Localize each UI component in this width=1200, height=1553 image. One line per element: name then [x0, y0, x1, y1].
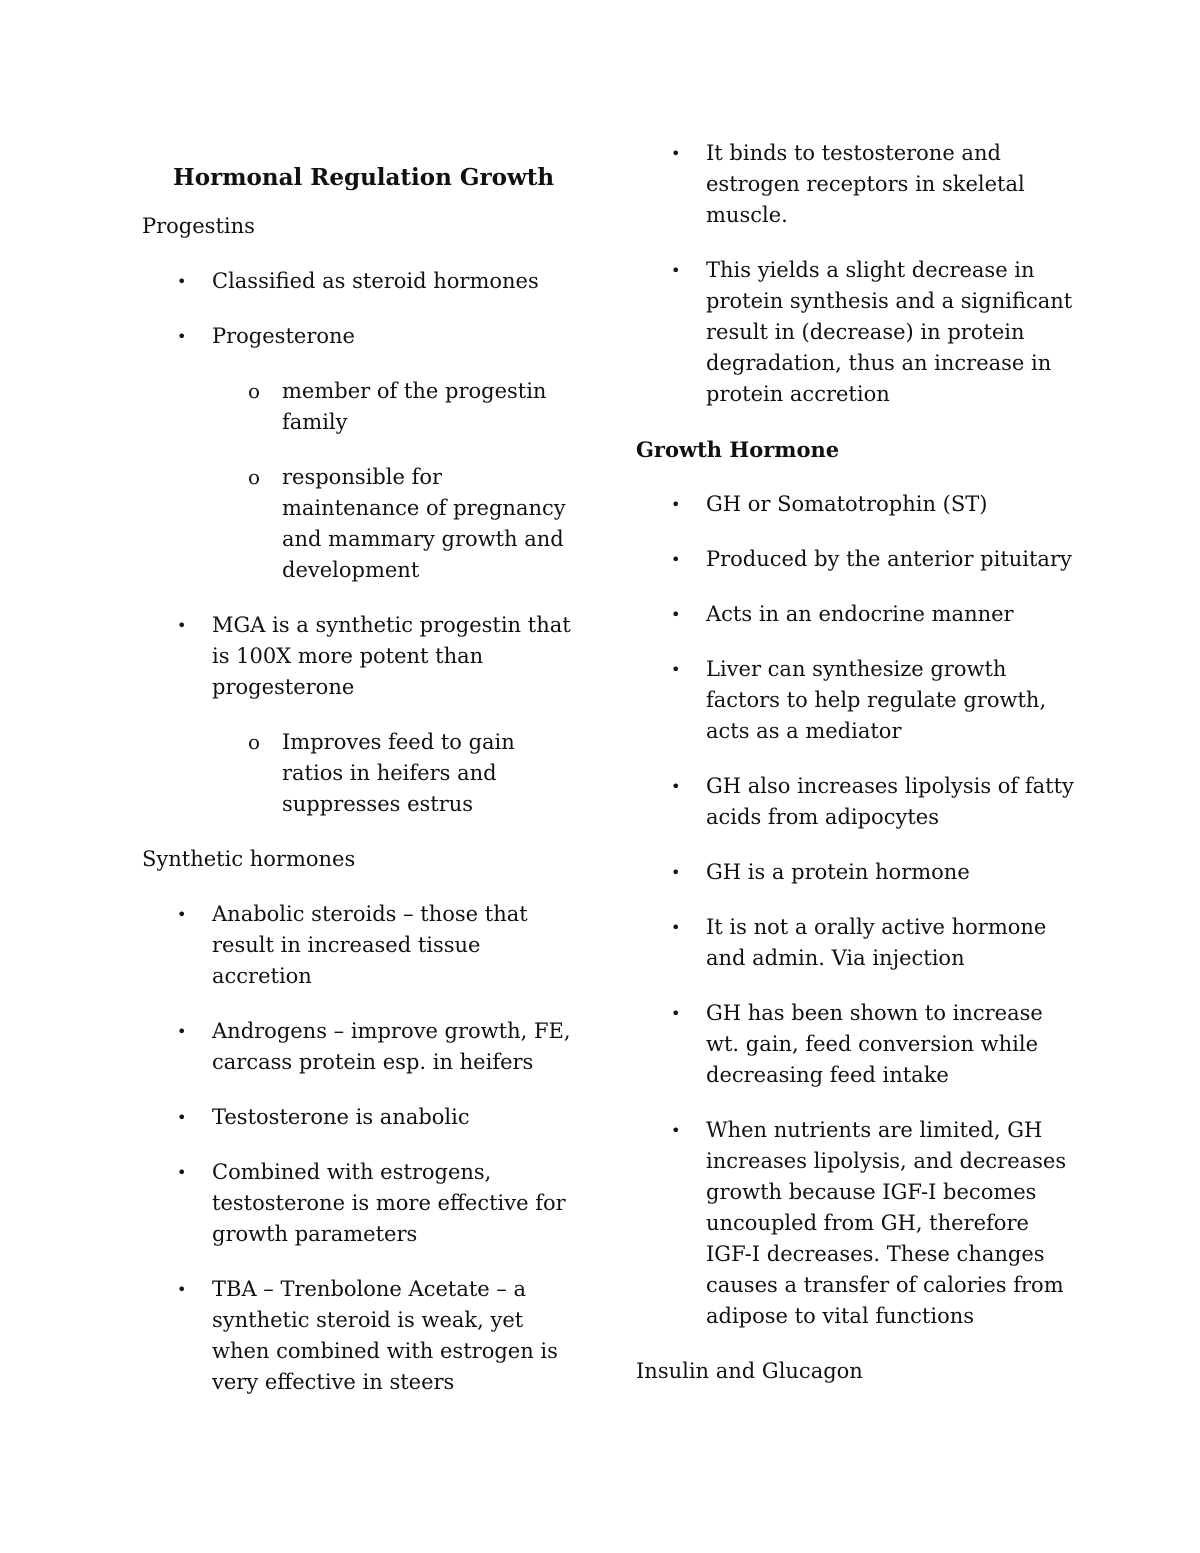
- bullet-icon: •: [177, 272, 187, 291]
- sub-list-item: [212, 376, 582, 438]
- progestins-list: [142, 266, 582, 820]
- list-item-text: GH has been shown to increase wt. gain, feed conversion while decreasing feed intake: [706, 1001, 1043, 1087]
- list-item: [142, 899, 582, 992]
- circle-bullet-icon: o: [248, 465, 261, 489]
- section-heading-synthetic-hormones: Synthetic hormones: [142, 847, 356, 871]
- list-item-text: GH also increases lipolysis of fatty acids from adipocytes: [706, 774, 1074, 829]
- list-item: [142, 321, 582, 586]
- bullet-icon: •: [671, 1004, 681, 1023]
- list-item: [636, 654, 1076, 747]
- list-item-text: MGA is a synthetic progestin that is 100X more potent than progesterone: [212, 613, 571, 699]
- list-item: [636, 138, 1076, 231]
- list-item: [636, 771, 1076, 833]
- list-item: [142, 1016, 582, 1078]
- progesterone-sublist: [212, 376, 582, 586]
- list-item-text: GH or Somatotrophin (ST): [706, 492, 988, 516]
- list-item-text: Progesterone: [212, 324, 355, 348]
- bullet-icon: •: [177, 1108, 187, 1127]
- sub-list-item: [212, 462, 582, 586]
- list-item-text: Classified as steroid hormones: [212, 269, 539, 293]
- list-item: [142, 1157, 582, 1250]
- list-item-text: Androgens – improve growth, FE, carcass protein esp. in heifers: [212, 1019, 571, 1074]
- list-item: [142, 1102, 582, 1133]
- bullet-icon: •: [671, 605, 681, 624]
- bullet-icon: •: [177, 616, 187, 635]
- bullet-icon: •: [177, 1163, 187, 1182]
- list-item-text: Acts in an endocrine manner: [706, 602, 1014, 626]
- sub-list-item: [212, 727, 582, 820]
- list-item: [636, 1115, 1076, 1332]
- list-item-text: Produced by the anterior pituitary: [706, 547, 1072, 571]
- list-item-text: TBA – Trenbolone Acetate – a synthetic steroid is weak, yet when combined with estrogen is very effective in steers: [212, 1277, 558, 1394]
- list-item: [636, 912, 1076, 974]
- list-item: [142, 1274, 582, 1398]
- list-item-text: Testosterone is anabolic: [212, 1105, 470, 1129]
- list-item: [636, 255, 1076, 410]
- list-item-text: When nutrients are limited, GH increases lipolysis, and decreases growth because IGF-I becomes uncoupled from GH, therefore IGF-I decreases. These changes causes a transfer of calories from adipose to vital functions: [706, 1118, 1067, 1328]
- left-column: [142, 138, 582, 1422]
- bullet-icon: •: [671, 1121, 681, 1140]
- bullet-icon: •: [177, 327, 187, 346]
- bullet-icon: •: [177, 1280, 187, 1299]
- list-item: [636, 857, 1076, 888]
- list-item-text: GH is a protein hormone: [706, 860, 970, 884]
- section-heading-growth-hormone: Growth Hormone: [636, 437, 840, 462]
- list-item: [636, 599, 1076, 630]
- sub-list-item-text: Improves feed to gain ratios in heifers and suppresses estrus: [282, 730, 515, 816]
- list-item-text: This yields a slight decrease in protein synthesis and a significant result in (decrease) in protein degradation, thus an increase in protein accretion: [706, 258, 1073, 406]
- bullet-icon: •: [671, 495, 681, 514]
- bullet-icon: •: [177, 905, 187, 924]
- synthetic-hormones-list: [142, 899, 582, 1398]
- bullet-icon: •: [671, 144, 681, 163]
- right-column: [636, 138, 1076, 1411]
- continued-list: [636, 138, 1076, 410]
- list-item-text: Combined with estrogens, testosterone is more effective for growth parameters: [212, 1160, 566, 1246]
- circle-bullet-icon: o: [248, 730, 261, 754]
- sub-list-item-text: responsible for maintenance of pregnancy and mammary growth and development: [282, 465, 566, 582]
- circle-bullet-icon: o: [248, 379, 261, 403]
- sub-list-item-text: member of the progestin family: [282, 379, 547, 434]
- list-item-text: Anabolic steroids – those that result in increased tissue accretion: [212, 902, 528, 988]
- growth-hormone-list: [636, 489, 1076, 1332]
- list-item-text: It is not a orally active hormone and admin. Via injection: [706, 915, 1047, 970]
- section-heading-progestins: Progestins: [142, 214, 255, 238]
- bullet-icon: •: [671, 918, 681, 937]
- list-item-text: It binds to testosterone and estrogen receptors in skeletal muscle.: [706, 141, 1025, 227]
- bullet-icon: •: [671, 550, 681, 569]
- bullet-icon: •: [671, 660, 681, 679]
- list-item-text: Liver can synthesize growth factors to help regulate growth, acts as a mediator: [706, 657, 1047, 743]
- list-item: [636, 489, 1076, 520]
- list-item: [636, 998, 1076, 1091]
- bullet-icon: •: [671, 261, 681, 280]
- list-item: [142, 266, 582, 297]
- bullet-icon: •: [671, 863, 681, 882]
- bullet-icon: •: [177, 1022, 187, 1041]
- mga-sublist: [212, 727, 582, 820]
- bullet-icon: •: [671, 777, 681, 796]
- document-title: Hormonal Regulation Growth: [173, 164, 555, 191]
- list-item: [142, 610, 582, 820]
- list-item: [636, 544, 1076, 575]
- section-heading-insulin-glucagon: Insulin and Glucagon: [636, 1359, 863, 1383]
